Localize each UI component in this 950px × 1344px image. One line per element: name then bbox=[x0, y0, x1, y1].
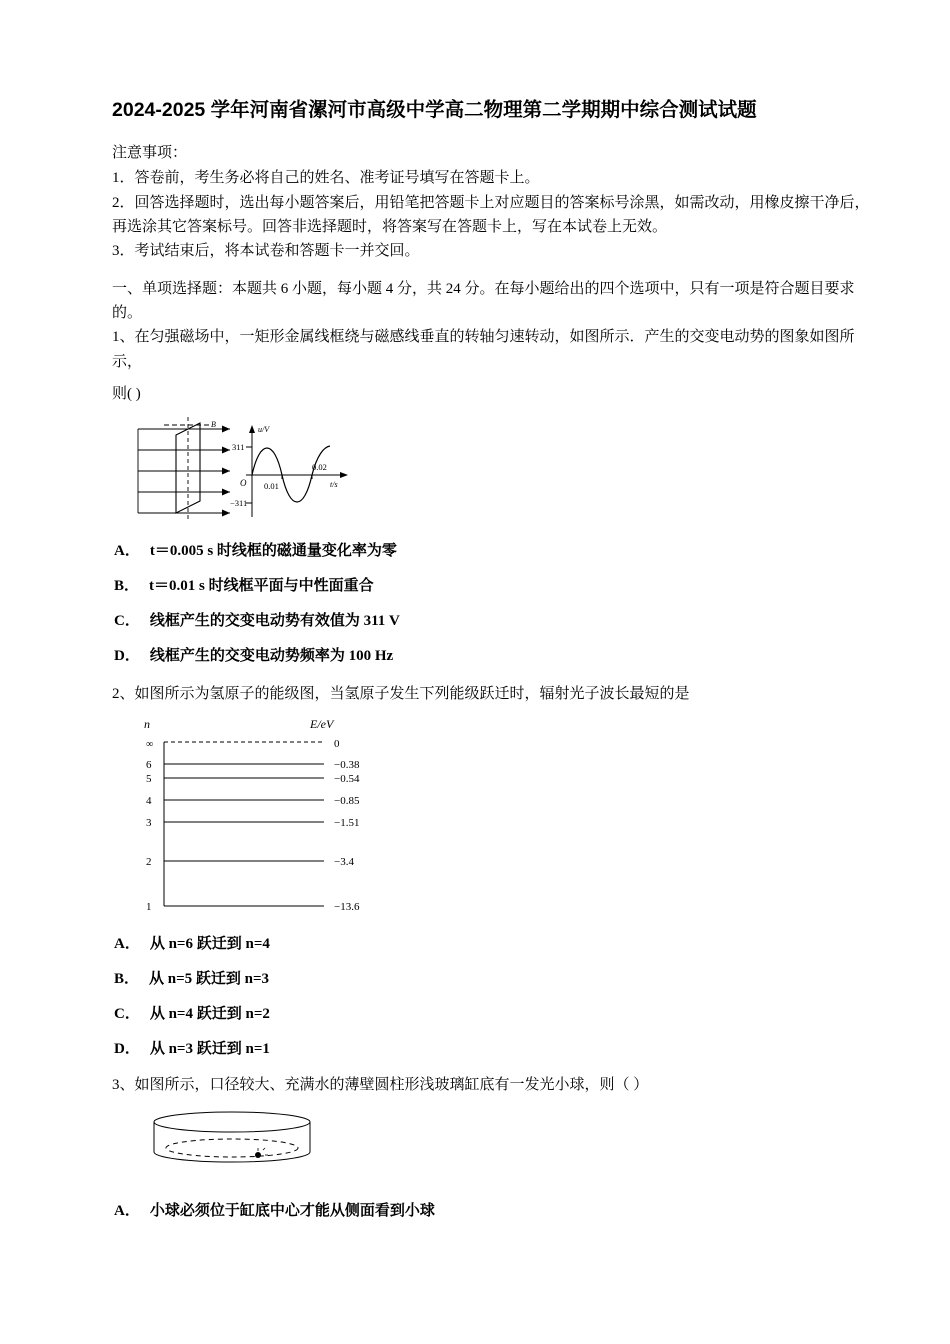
level-col-n-header: n bbox=[144, 717, 150, 732]
question-1-option-a bbox=[112, 539, 876, 563]
option-label: A． bbox=[114, 936, 140, 953]
level-energy-3: −1.51 bbox=[334, 817, 360, 830]
level-energy-2: −3.4 bbox=[334, 856, 354, 869]
level-energy-1: −13.6 bbox=[334, 901, 360, 914]
question-2-option-a bbox=[112, 932, 876, 956]
notice-heading: 注意事项： bbox=[112, 145, 188, 162]
question-3-text: 如图所示，口径较大、充满水的薄壁圆柱形浅玻璃缸底有一发光小球，则（ ） bbox=[134, 1077, 649, 1094]
level-n-1: 1 bbox=[146, 901, 152, 914]
question-1-option-b bbox=[112, 574, 876, 598]
question-2-option-d bbox=[112, 1037, 876, 1061]
option-text: 从 n=5 跃迁到 n=3 bbox=[149, 971, 270, 988]
question-3-option-a bbox=[112, 1199, 876, 1223]
option-text: 线框产生的交变电动势频率为 100 Hz bbox=[149, 648, 394, 665]
level-n-4: 4 bbox=[146, 795, 152, 808]
option-label: D． bbox=[114, 1041, 140, 1058]
question-1-option-d bbox=[112, 644, 876, 668]
level-n-infinity: ∞ bbox=[146, 739, 154, 751]
level-n-2: 2 bbox=[146, 856, 152, 869]
figure-water-filled-glass-cylinder bbox=[142, 1108, 876, 1188]
option-text: t＝0.01 s 时线框平面与中性面重合 bbox=[149, 578, 374, 595]
question-3-number: 3、 bbox=[112, 1077, 135, 1094]
question-2-number: 2、 bbox=[112, 686, 135, 703]
notice-item-1: 1．答卷前，考生务必将自己的姓名、准考证号填写在答题卡上。 bbox=[112, 170, 540, 187]
question-1-option-c bbox=[112, 609, 876, 633]
level-energy-6: −0.38 bbox=[334, 759, 360, 772]
option-label: B． bbox=[114, 578, 140, 595]
figure-rotating-coil-and-emf-graph bbox=[134, 413, 876, 528]
question-3-stem bbox=[112, 1073, 876, 1097]
figure-label-B: B bbox=[211, 420, 216, 430]
figure-ytick-neg311: −311 bbox=[230, 498, 248, 509]
question-2-option-c bbox=[112, 1002, 876, 1026]
option-text: 小球必须位于缸底中心才能从侧面看到小球 bbox=[149, 1202, 435, 1219]
level-n-6: 6 bbox=[146, 759, 152, 772]
figure-origin-label: O bbox=[240, 478, 247, 489]
figure-xtick-001: 0.01 bbox=[264, 481, 279, 492]
option-label: D． bbox=[114, 648, 140, 665]
figure-xtick-002: 0.02 bbox=[312, 462, 327, 473]
figure-axis-y-label: u/V bbox=[258, 425, 270, 435]
question-1-number: 1、 bbox=[112, 329, 135, 346]
option-text: 线框产生的交变电动势有效值为 311 V bbox=[149, 613, 400, 630]
option-label: B． bbox=[114, 971, 140, 988]
light-ball-icon bbox=[255, 1152, 261, 1158]
option-text: t＝0.005 s 时线框的磁通量变化率为零 bbox=[149, 543, 397, 560]
level-energy-4: −0.85 bbox=[334, 795, 360, 808]
question-2-stem bbox=[112, 682, 876, 706]
question-2-option-b bbox=[112, 967, 876, 991]
question-2-text: 如图所示为氢原子的能级图，当氢原子发生下列能级跃迁时，辐射光子波长最短的是 bbox=[134, 686, 690, 703]
level-n-5: 5 bbox=[146, 773, 152, 786]
option-label: A． bbox=[114, 543, 140, 560]
option-text: 从 n=6 跃迁到 n=4 bbox=[149, 936, 270, 953]
option-text: 从 n=3 跃迁到 n=1 bbox=[149, 1041, 270, 1058]
question-1-text: 在匀强磁场中，一矩形金属线框绕与磁感线垂直的转轴匀速转动，如图所示．产生的交变电动势的图象如图所示， bbox=[112, 329, 855, 370]
notice-item-2: 2．回答选择题时，选出每小题答案后，用铅笔把答题卡上对应题目的答案标号涂黑，如需改动，用橡皮擦干净后，再选涂其它答案标号。回答非选择题时，将答案写在答题卡上，写在本试卷上无效。 bbox=[112, 194, 870, 235]
figure-axis-x-label: t/s bbox=[330, 480, 338, 490]
option-text: 从 n=4 跃迁到 n=2 bbox=[149, 1006, 270, 1023]
section-heading-one: 一、单项选择题：本题共 6 小题，每小题 4 分，共 24 分。在每小题给出的四个选项中，只有一项是符合题目要求的。 bbox=[112, 281, 855, 322]
level-energy-infinity: 0 bbox=[334, 738, 340, 751]
option-label: C． bbox=[114, 1006, 140, 1023]
page-title: 2024-2025 学年河南省漯河市高级中学高二物理第二学期期中综合测试试题 bbox=[112, 99, 757, 121]
notice-item-3: 3．考试结束后，将本试卷和答题卡一并交回。 bbox=[112, 243, 420, 260]
question-1-stem bbox=[112, 325, 876, 374]
level-n-3: 3 bbox=[146, 817, 152, 830]
question-1-then: 则( ) bbox=[112, 386, 141, 403]
level-col-e-header: E/eV bbox=[310, 717, 334, 732]
option-label: C． bbox=[114, 613, 140, 630]
figure-hydrogen-energy-level-diagram bbox=[142, 716, 876, 921]
figure-ytick-311: 311 bbox=[232, 442, 245, 453]
option-label: A． bbox=[114, 1202, 140, 1219]
level-energy-5: −0.54 bbox=[334, 773, 360, 786]
